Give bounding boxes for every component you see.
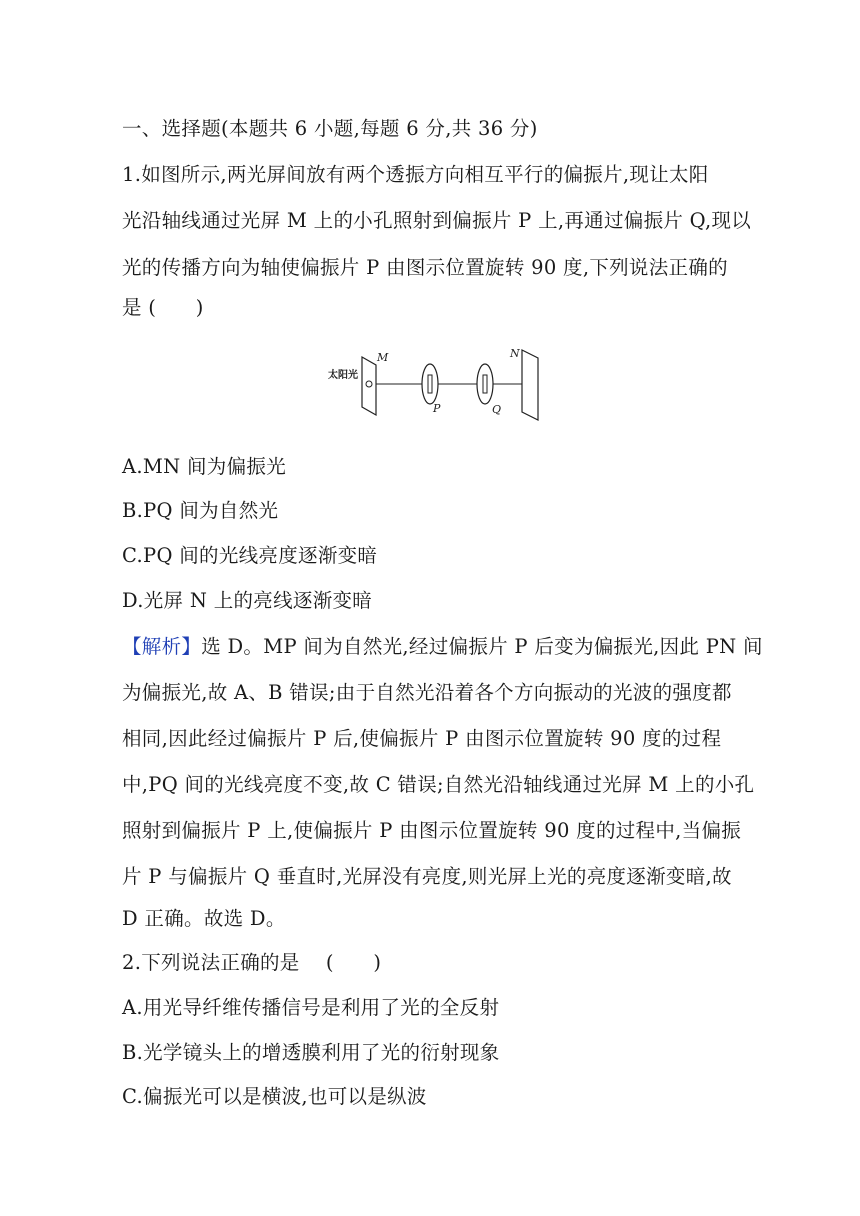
question-stem-line: 光的传播方向为轴使偏振片 P 由图示位置旋转 90 度,下列说法正确的 xyxy=(122,256,728,279)
screen-n-label: N xyxy=(510,347,520,360)
q2-option-b: B.光学镜头上的增透膜利用了光的衍射现象 xyxy=(122,1041,500,1064)
analysis-line: D 正确。故选 D。 xyxy=(122,907,286,930)
option-c: C.PQ 间的光线亮度逐渐变暗 xyxy=(122,544,378,567)
option-d: D.光屏 N 上的亮线逐渐变暗 xyxy=(122,589,373,612)
q2-option-a: A.用光导纤维传播信号是利用了光的全反射 xyxy=(122,996,500,1019)
pinhole xyxy=(366,381,372,387)
section-header: 一、选择题(本题共 6 小题,每题 6 分,共 36 分) xyxy=(122,117,538,140)
analysis-line: 片 P 与偏振片 Q 垂直时,光屏没有亮度,则光屏上光的亮度逐渐变暗,故 xyxy=(122,865,732,888)
analysis-line: 照射到偏振片 P 上,使偏振片 P 由图示位置旋转 90 度的过程中,当偏振 xyxy=(122,819,742,842)
analysis-tag: 【解析】 xyxy=(122,635,202,658)
question-stem-line: 光沿轴线通过光屏 M 上的小孔照射到偏振片 P 上,再通过偏振片 Q,现以 xyxy=(122,209,752,232)
option-a: A.MN 间为偏振光 xyxy=(122,455,287,478)
polarizer-q-label: Q xyxy=(492,403,502,416)
analysis-text: 选 D。MP 间为自然光,经过偏振片 P 后变为偏振光,因此 PN 间 xyxy=(201,635,763,658)
option-b: B.PQ 间为自然光 xyxy=(122,499,279,522)
question-stem-line: 是 ( ) xyxy=(122,296,204,319)
q2-option-c: C.偏振光可以是横波,也可以是纵波 xyxy=(122,1085,427,1108)
polarizer-p-slit xyxy=(428,375,432,393)
analysis-line: 相同,因此经过偏振片 P 后,使偏振片 P 由图示位置旋转 90 度的过程 xyxy=(122,727,722,750)
screen-n xyxy=(522,350,538,420)
question-stem-line: 1.如图所示,两光屏间放有两个透振方向相互平行的偏振片,现让太阳 xyxy=(122,163,709,186)
polarizer-diagram xyxy=(326,344,542,424)
screen-m-label: M xyxy=(377,351,389,364)
analysis-line: 中,PQ 间的光线亮度不变,故 C 错误;自然光沿轴线通过光屏 M 上的小孔 xyxy=(122,773,755,796)
source-label: 太阳光 xyxy=(328,370,358,381)
polarizer-q-slit xyxy=(483,375,487,393)
analysis-line xyxy=(122,634,763,660)
question-2-stem: 2.下列说法正确的是 ( ) xyxy=(122,951,382,974)
analysis-line: 为偏振光,故 A、B 错误;由于自然光沿着各个方向振动的光波的强度都 xyxy=(122,681,732,704)
polarizer-p-label: P xyxy=(433,402,441,415)
